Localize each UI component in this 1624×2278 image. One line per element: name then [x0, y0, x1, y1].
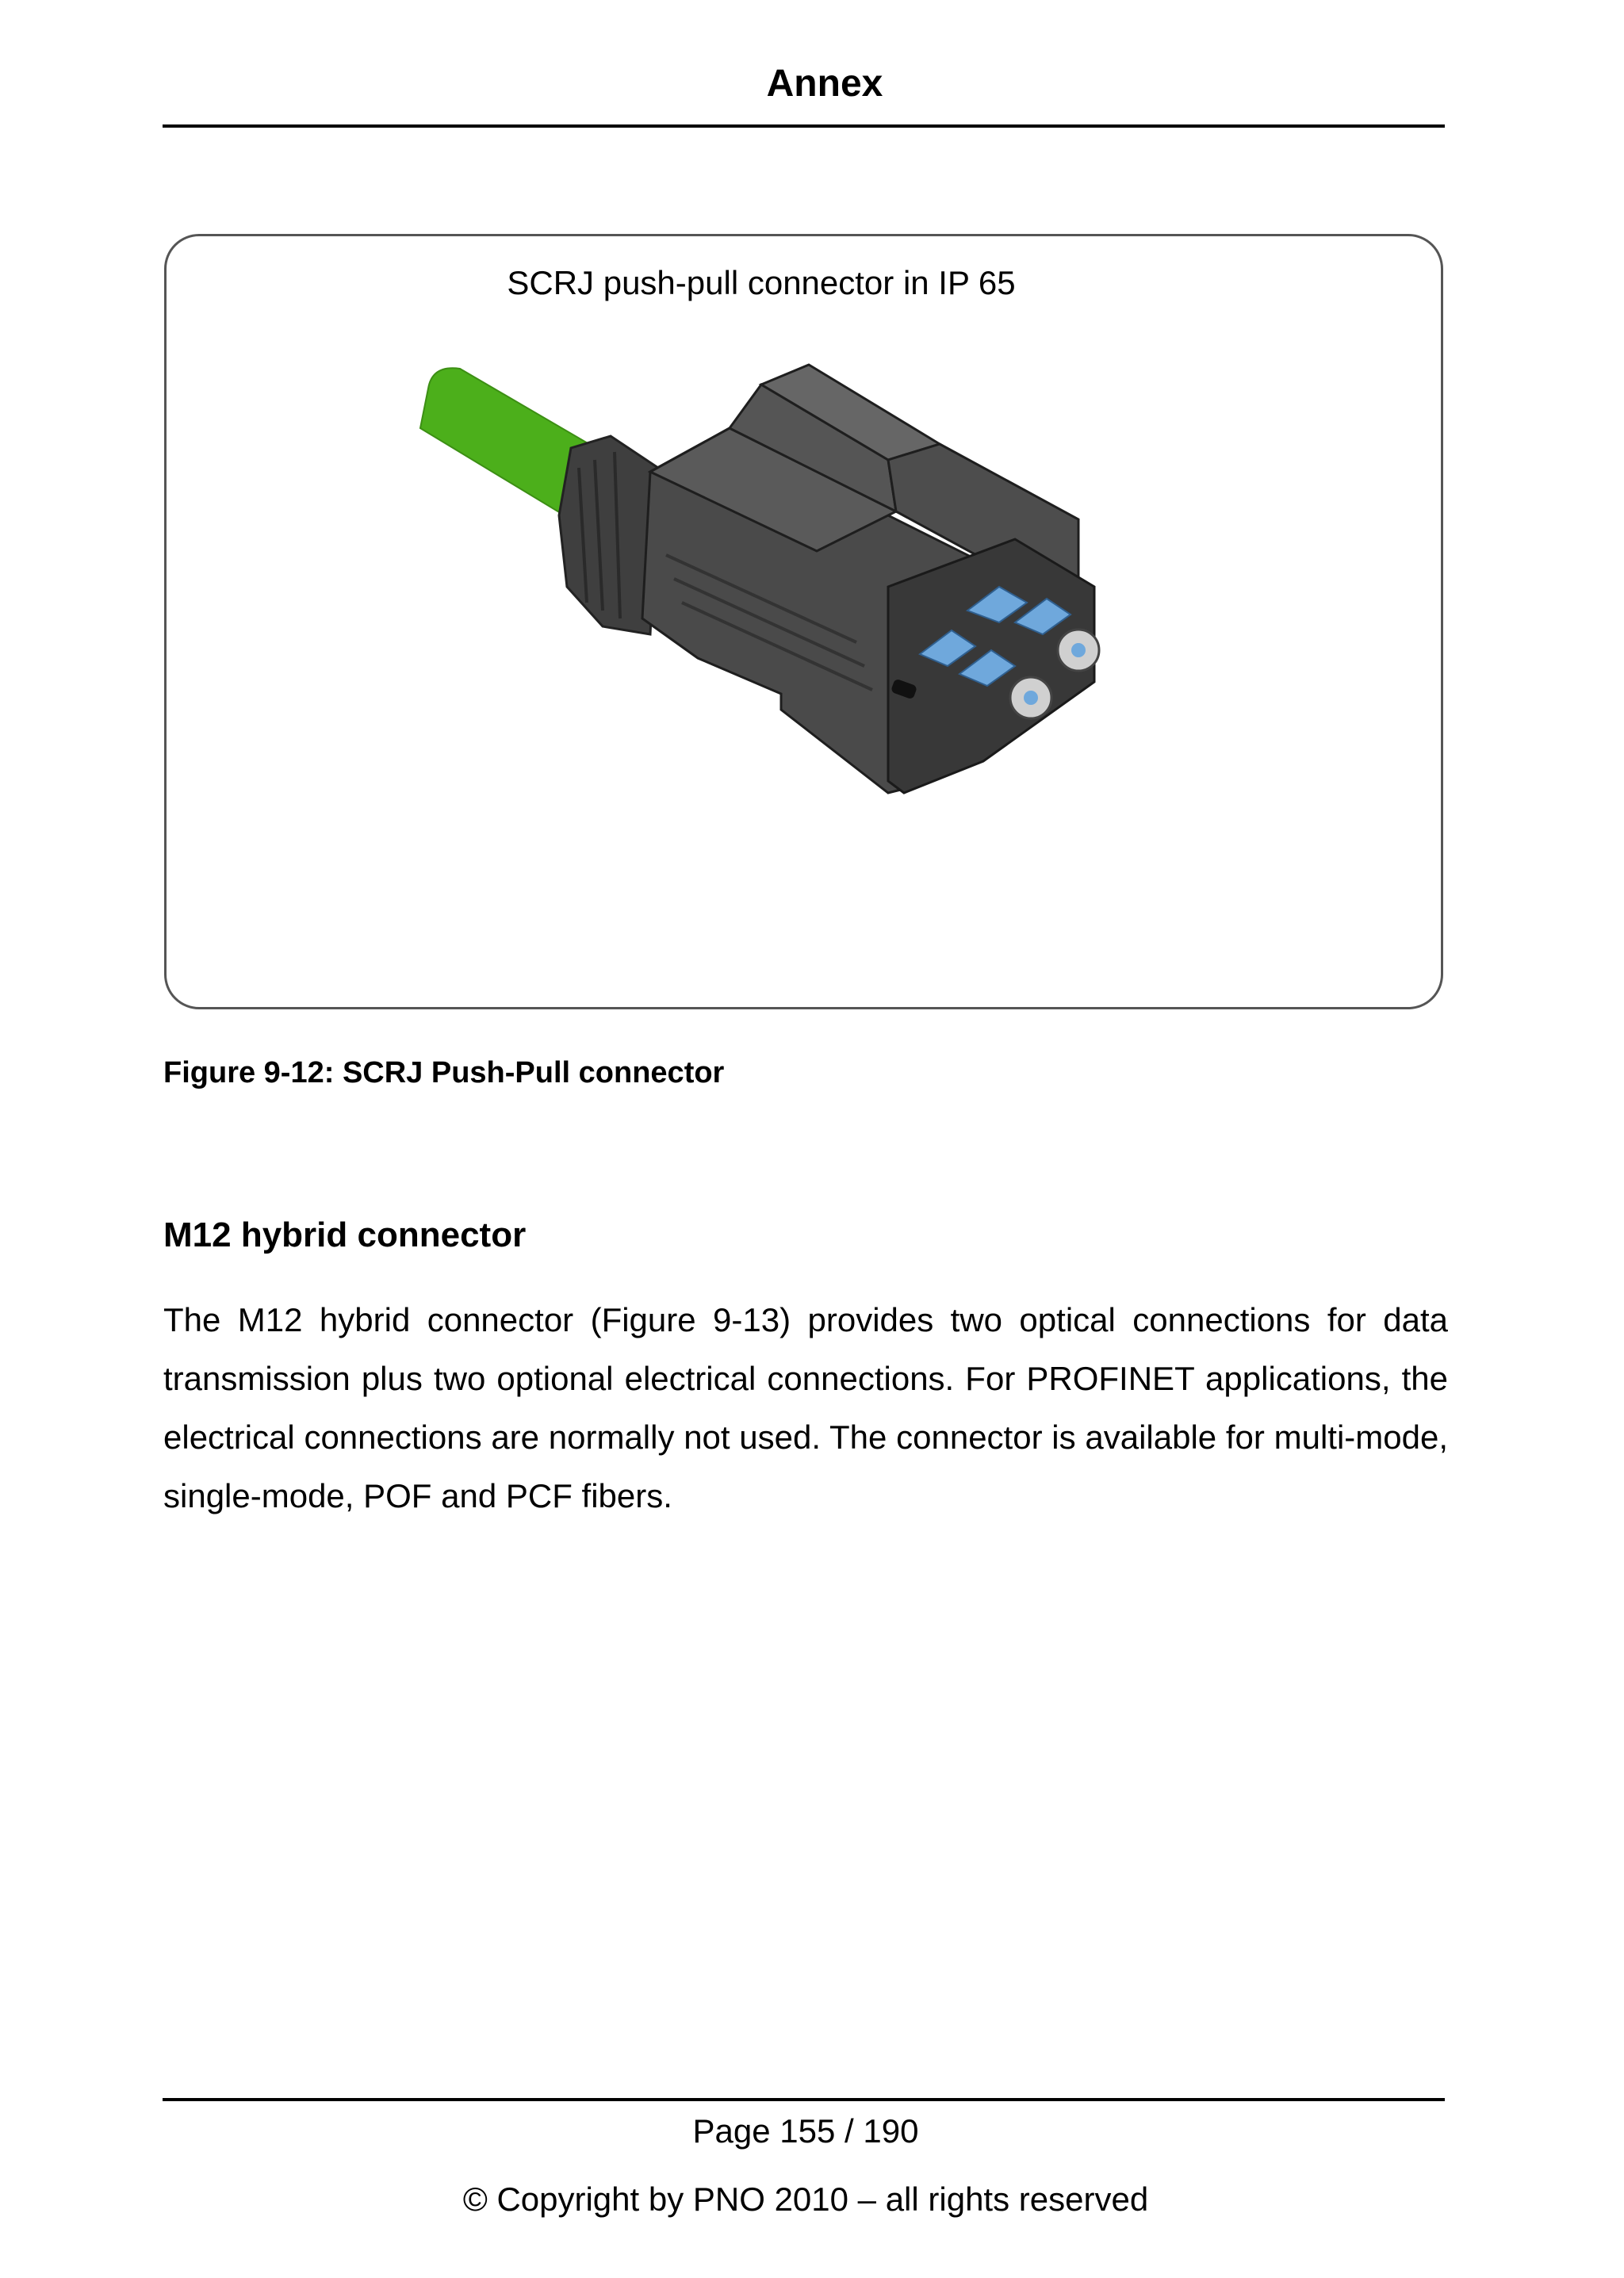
page-header-title: Annex	[766, 63, 883, 105]
footer-rule	[163, 2098, 1445, 2101]
header-rule	[163, 124, 1445, 128]
copyright-notice: © Copyright by PNO 2010 – all rights reserved	[462, 2180, 1149, 2218]
scrj-connector-illustration	[412, 349, 1174, 920]
section-heading: M12 hybrid connector	[163, 1216, 527, 1254]
page-number: Page 155 / 190	[692, 2112, 919, 2150]
figure-caption: Figure 9-12: SCRJ Push-Pull connector	[163, 1056, 725, 1089]
figure-label: SCRJ push-pull connector in IP 65	[507, 264, 1016, 301]
section-body: The M12 hybrid connector (Figure 9-13) provides two optical connections for data transmission plus two optional electrical connections. For PROFINET applications, the electrical connections are normally not used. The connector is available for multi-mode, single-mode, POF and PCF fibers.	[163, 1301, 1448, 1514]
